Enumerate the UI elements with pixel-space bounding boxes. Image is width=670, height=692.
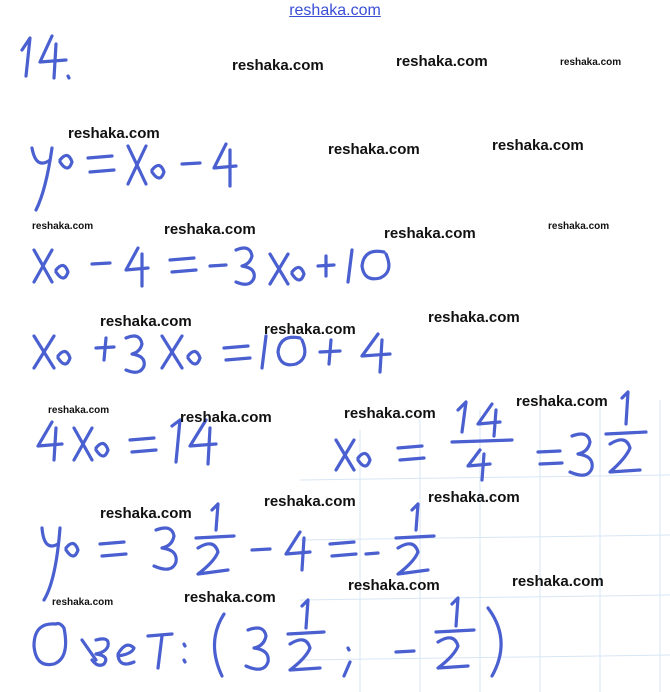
watermark: reshaka.com (428, 309, 520, 326)
watermark: reshaka.com (428, 489, 520, 506)
watermark: reshaka.com (184, 589, 276, 606)
watermark: reshaka.com (396, 53, 488, 70)
line-3-handwriting (34, 334, 390, 372)
watermark: reshaka.com (516, 393, 608, 410)
watermark: reshaka.com (100, 313, 192, 330)
watermark: reshaka.com (48, 405, 110, 416)
watermark: reshaka.com (264, 321, 356, 338)
watermark: reshaka.com (68, 125, 160, 142)
watermark: reshaka.com (548, 221, 610, 232)
watermark: reshaka.com (180, 409, 272, 426)
watermark: reshaka.com (164, 221, 256, 238)
line-1-handwriting (32, 144, 236, 210)
watermark: reshaka.com (344, 405, 436, 422)
watermark: reshaka.com (328, 141, 420, 158)
watermark: reshaka.com (384, 225, 476, 242)
watermark: reshaka.com (232, 57, 324, 74)
line-6-handwriting (34, 598, 501, 676)
watermark: reshaka.com (264, 493, 356, 510)
watermark: reshaka.com (492, 137, 584, 154)
watermark: reshaka.com (100, 505, 192, 522)
watermark: reshaka.com (560, 57, 622, 68)
watermark: reshaka.com (32, 221, 94, 232)
header-site-link[interactable]: reshaka.com (289, 2, 381, 19)
watermark: reshaka.com (512, 573, 604, 590)
watermark: reshaka.com (348, 577, 440, 594)
watermark: reshaka.com (52, 597, 114, 608)
line-2-handwriting (34, 248, 389, 286)
problem-number-handwriting (22, 36, 69, 78)
